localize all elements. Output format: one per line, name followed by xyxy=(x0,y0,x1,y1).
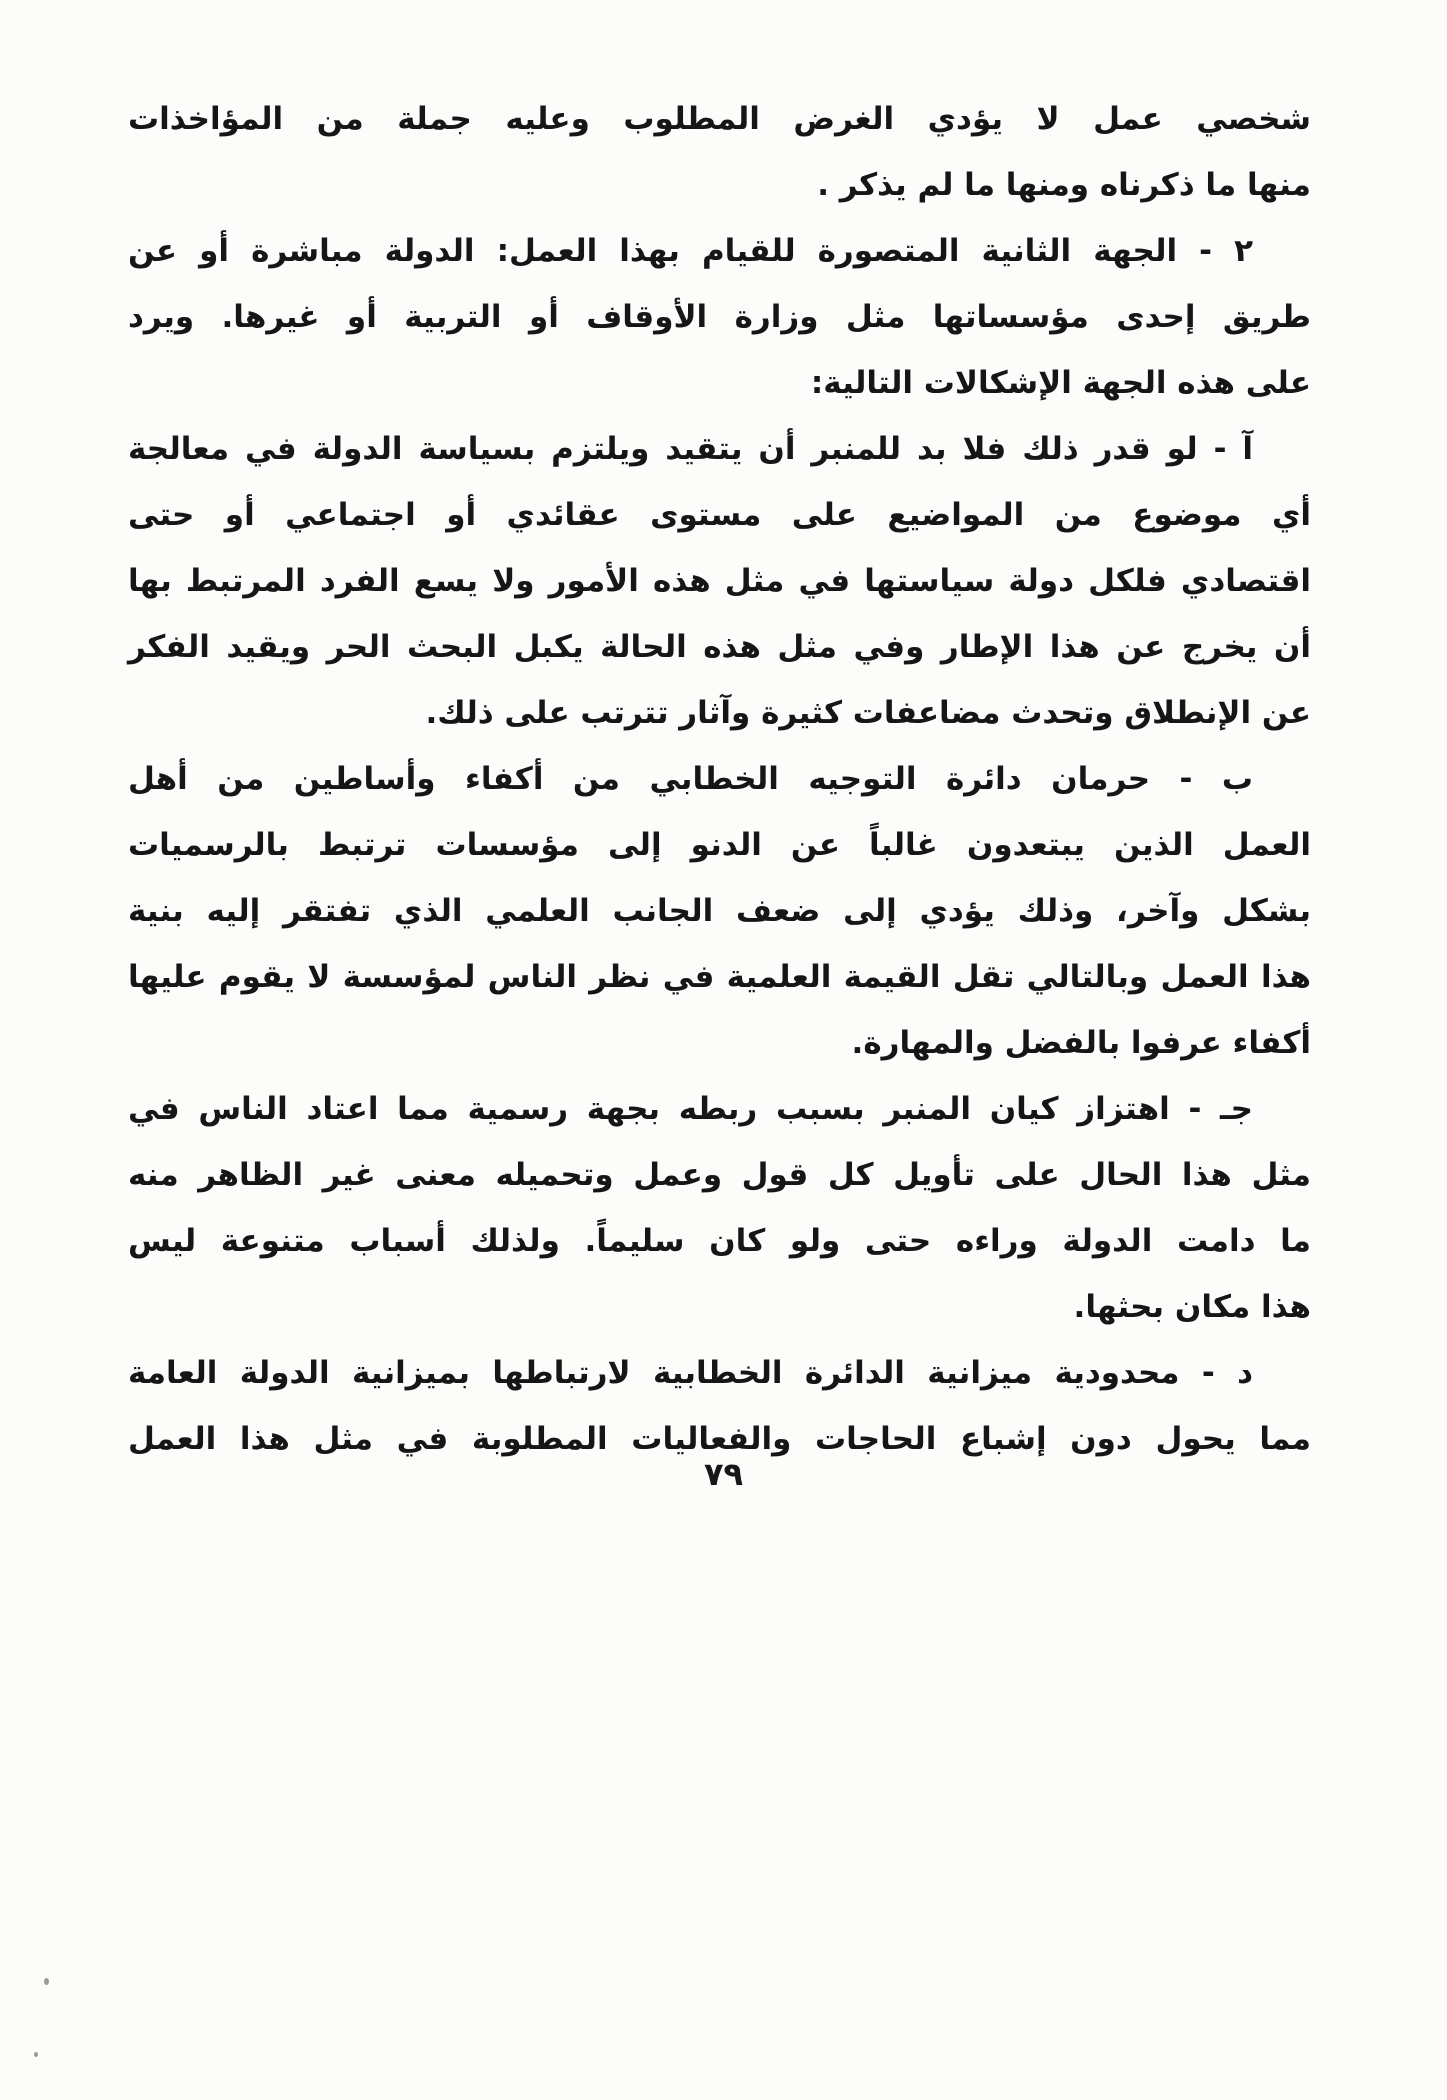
text-line: طريق إحدى مؤسساتها مثل وزارة الأوقاف أو التربية أو غيرها. ويرد xyxy=(128,299,1311,335)
text-line: د - محدودية ميزانية الدائرة الخطابية لارتباطها بميزانية الدولة العامة xyxy=(128,1355,1253,1391)
text-line: منها ما ذكرناه ومنها ما لم يذكر . xyxy=(817,167,1311,203)
text-line: ما دامت الدولة وراءه حتى ولو كان سليماً. ولذلك أسباب متنوعة ليس xyxy=(128,1223,1311,1259)
page-number: ٧٩ xyxy=(703,1455,744,1493)
text-line: على هذه الجهة الإشكالات التالية: xyxy=(810,365,1311,401)
text-line: العمل الذين يبتعدون غالباً عن الدنو إلى مؤسسات ترتبط بالرسميات xyxy=(128,827,1311,863)
scan-speck xyxy=(34,2052,38,2057)
text-line: آ - لو قدر ذلك فلا بد للمنبر أن يتقيد ويلتزم بسياسة الدولة في معالجة xyxy=(128,431,1253,467)
text-line: أكفاء عرفوا بالفضل والمهارة. xyxy=(851,1025,1311,1061)
text-line: جـ - اهتزاز كيان المنبر بسبب ربطه بجهة رسمية مما اعتاد الناس في xyxy=(128,1091,1253,1127)
text-line: ٢ - الجهة الثانية المتصورة للقيام بهذا العمل: الدولة مباشرة أو عن xyxy=(128,233,1253,269)
text-line: بشكل وآخر، وذلك يؤدي إلى ضعف الجانب العلمي الذي تفتقر إليه بنية xyxy=(128,893,1311,929)
text-line: اقتصادي فلكل دولة سياستها في مثل هذه الأمور ولا يسع الفرد المرتبط بها xyxy=(128,563,1311,599)
text-line: هذا العمل وبالتالي تقل القيمة العلمية في نظر الناس لمؤسسة لا يقوم عليها xyxy=(128,959,1311,995)
text-line: شخصي عمل لا يؤدي الغرض المطلوب وعليه جملة من المؤاخذات xyxy=(128,101,1311,137)
text-line: أي موضوع من المواضيع على مستوى عقائدي أو اجتماعي أو حتى xyxy=(128,497,1311,533)
body-text xyxy=(128,86,1311,1472)
text-line: عن الإنطلاق وتحدث مضاعفات كثيرة وآثار تترتب على ذلك. xyxy=(425,695,1311,731)
text-line: مثل هذا الحال على تأويل كل قول وعمل وتحميله معنى غير الظاهر منه xyxy=(128,1157,1311,1193)
text-line: أن يخرج عن هذا الإطار وفي مثل هذه الحالة يكبل البحث الحر ويقيد الفكر xyxy=(128,629,1311,665)
scan-speck xyxy=(44,1978,49,1985)
text-line: ب - حرمان دائرة التوجيه الخطابي من أكفاء وأساطين من أهل xyxy=(128,761,1253,797)
text-line: هذا مكان بحثها. xyxy=(1073,1289,1311,1325)
text-line: مما يحول دون إشباع الحاجات والفعاليات المطلوبة في مثل هذا العمل xyxy=(128,1421,1311,1457)
